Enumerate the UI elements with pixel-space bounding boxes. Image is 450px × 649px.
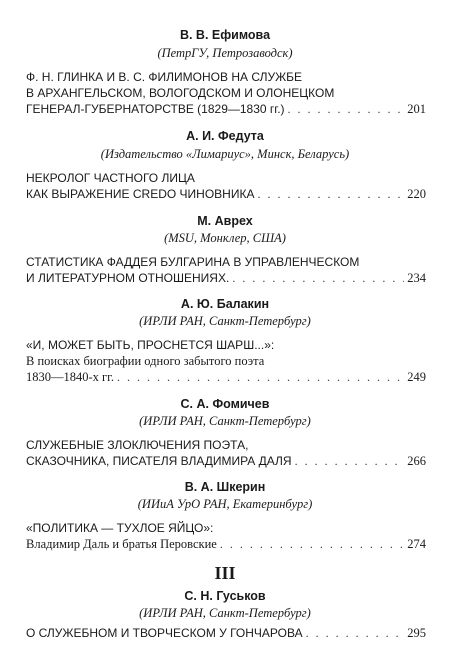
- entry-title-line: СТАТИСТИКА ФАДДЕЯ БУЛГАРИНА В УПРАВЛЕНЧЕСКОМ: [26, 255, 360, 269]
- entry-affiliation: (Издательство «Лимариус», Минск, Беларусь): [100, 147, 350, 161]
- leader-dots: [117, 369, 404, 385]
- entry-subtitle-line: 1830—1840-х гг.: [26, 370, 115, 384]
- leader-dots: [220, 536, 404, 552]
- leader-dots: [306, 625, 405, 641]
- entry-title-line: Ф. Н. ГЛИНКА И В. С. ФИЛИМОНОВ НА СЛУЖБЕ: [26, 70, 303, 84]
- page-number: 274: [407, 537, 426, 551]
- entry-title-line: «ПОЛИТИКА — ТУХЛОЕ ЯЙЦО»:: [26, 521, 214, 535]
- page-number: 266: [407, 454, 426, 468]
- entry-affiliation: (ПетрГУ, Петрозаводск): [157, 46, 293, 60]
- page-number: 295: [407, 626, 426, 640]
- toc-entry-link[interactable]: [26, 186, 426, 202]
- entry-affiliation: (ИИиА УрО РАН, Екатеринбург): [137, 497, 313, 511]
- toc-entry-link[interactable]: [26, 625, 426, 641]
- entry-title-line: СЛУЖЕБНЫЕ ЗЛОКЛЮЧЕНИЯ ПОЭТА,: [26, 438, 249, 452]
- entry-author: В. А. Шкерин: [184, 480, 266, 494]
- entry-affiliation: (MSU, Монклер, США): [164, 231, 286, 245]
- entry-title-line: «И, МОЖЕТ БЫТЬ, ПРОСНЕТСЯ ШАРШ...»:: [26, 338, 275, 352]
- leader-dots: [257, 186, 404, 202]
- toc-entry-link[interactable]: [26, 536, 426, 552]
- leader-dots: [288, 101, 405, 117]
- entry-affiliation: (ИРЛИ РАН, Санкт-Петербург): [139, 314, 311, 328]
- entry-author: В. В. Ефимова: [179, 28, 271, 42]
- entry-affiliation: (ИРЛИ РАН, Санкт-Петербург): [139, 606, 311, 620]
- entry-affiliation: (ИРЛИ РАН, Санкт-Петербург): [139, 414, 311, 428]
- toc-entry-link[interactable]: [26, 270, 426, 286]
- entry-title-line: О СЛУЖЕБНОМ И ТВОРЧЕСКОМ У ГОНЧАРОВА: [26, 626, 303, 640]
- leader-dots: [295, 453, 405, 469]
- entry-author: М. Аврех: [197, 214, 253, 228]
- toc-entry-link[interactable]: [26, 101, 426, 117]
- entry-title-line: НЕКРОЛОГ ЧАСТНОГО ЛИЦА: [26, 171, 195, 185]
- entry-author: С. Н. Гуськов: [184, 589, 266, 603]
- entry-subtitle-line: В поисках биографии одного забытого поэта: [26, 354, 265, 368]
- entry-title-line: СКАЗОЧНИКА, ПИСАТЕЛЯ ВЛАДИМИРА ДАЛЯ: [26, 454, 292, 468]
- page-number: 201: [407, 102, 426, 116]
- entry-author: А. И. Федута: [186, 129, 264, 143]
- entry-title-line: КАК ВЫРАЖЕНИЕ CREDO ЧИНОВНИКА: [26, 187, 255, 201]
- entry-author: А. Ю. Балакин: [180, 297, 270, 311]
- entry-title-line: ГЕНЕРАЛ-ГУБЕРНАТОРСТВЕ (1829—1830 гг.): [26, 102, 285, 116]
- entry-subtitle-line: Владимир Даль и братья Перовские: [26, 537, 217, 551]
- page-number: 234: [407, 271, 426, 285]
- entry-author: С. А. Фомичев: [180, 397, 270, 411]
- page-number: 249: [407, 370, 426, 384]
- page-number: 220: [407, 187, 426, 201]
- toc-entry-link[interactable]: [26, 369, 426, 385]
- toc-entry-link[interactable]: [26, 453, 426, 469]
- entry-title-line: И ЛИТЕРАТУРНОМ ОТНОШЕНИЯХ.: [26, 271, 230, 285]
- entry-title-line: В АРХАНГЕЛЬСКОМ, ВОЛОГОДСКОМ И ОЛОНЕЦКОМ: [26, 86, 335, 100]
- leader-dots: [232, 270, 404, 286]
- section-number: III: [214, 563, 236, 583]
